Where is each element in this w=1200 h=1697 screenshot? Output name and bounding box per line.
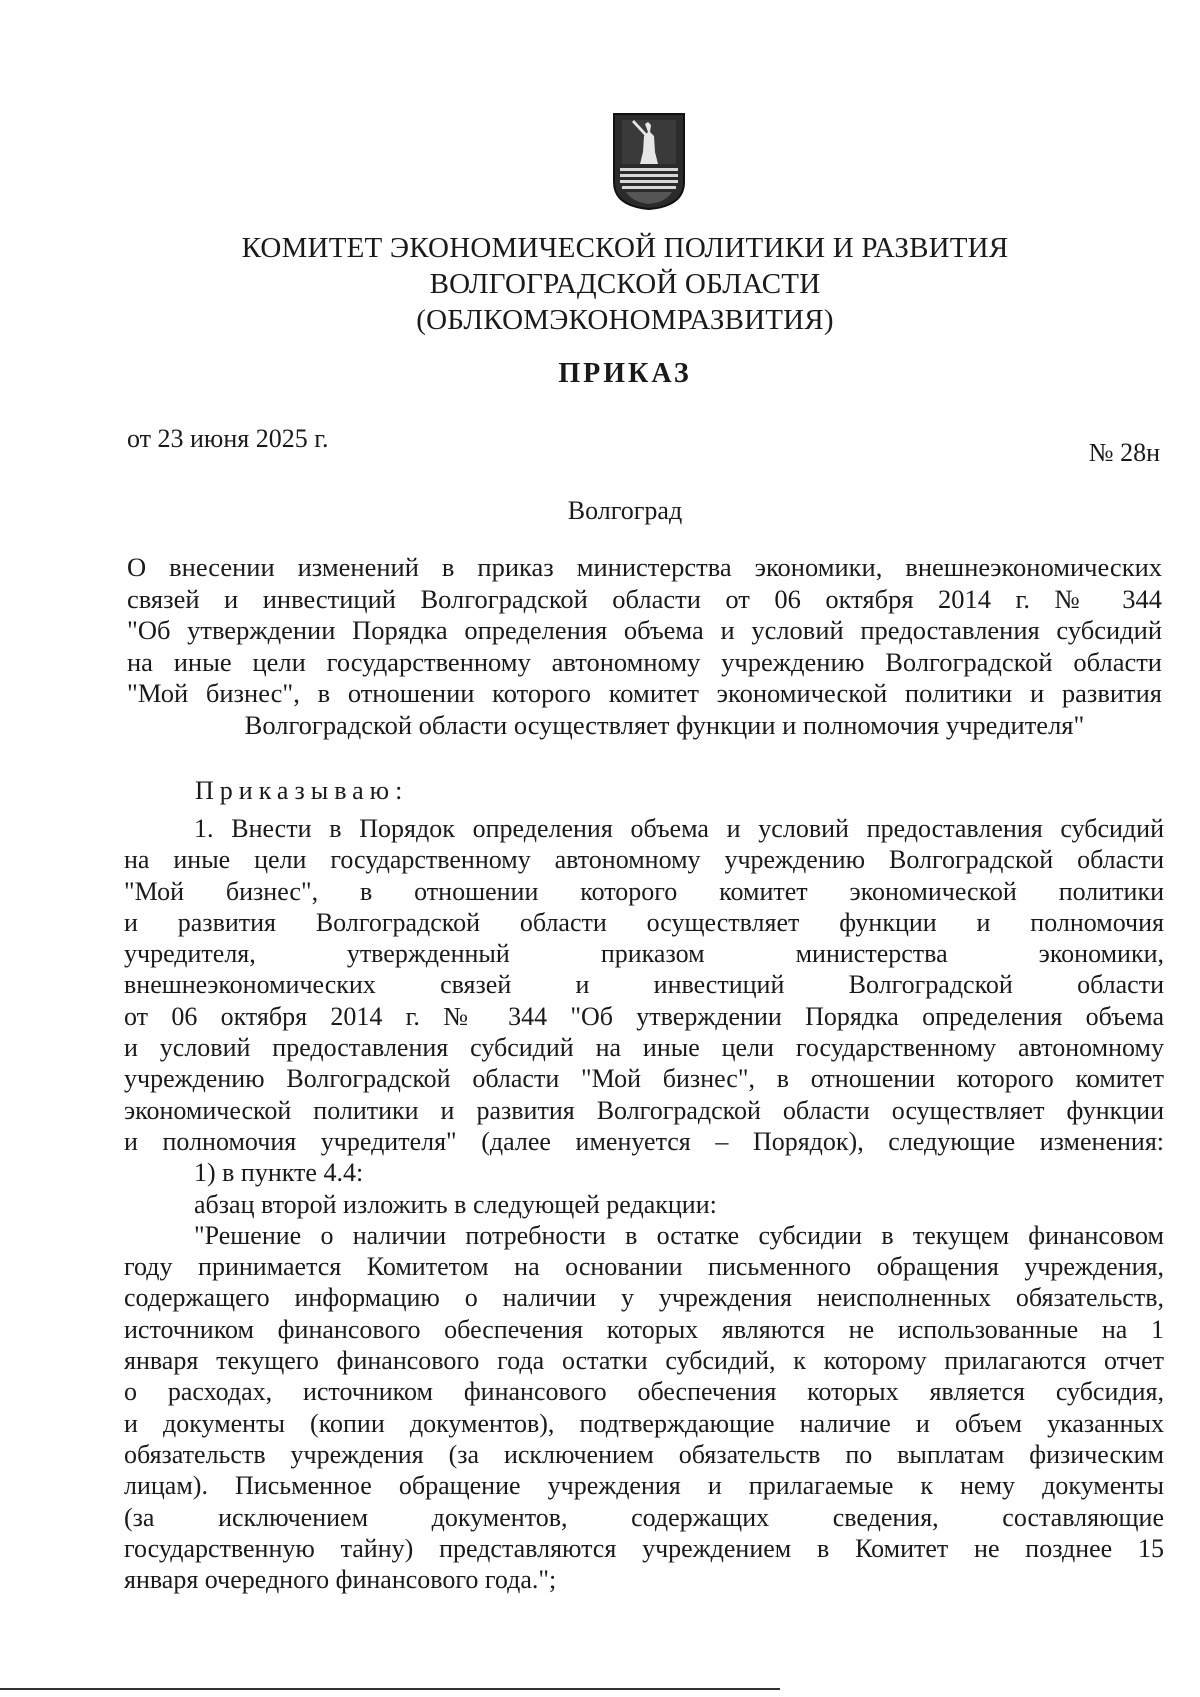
body-line: 1. Внести в Порядок определения объема и условий предоставления субсидий — [194, 814, 1164, 843]
document-title — [127, 552, 1162, 741]
body-line: экономической политики и развития Волгоградской области осуществляет функции — [124, 1095, 1164, 1125]
body-line: году принимается Комитетом на основании письменного обращения учреждения, — [124, 1252, 1164, 1282]
document-city: Волгоград — [567, 496, 683, 525]
body-line: января текущего финансового года остатки субсидий, к которому прилагаются отчет — [124, 1346, 1164, 1376]
title-line: Волгоградской области осуществляет функции и полномочия учредителя" — [244, 709, 1085, 740]
body-line: "Решение о наличии потребности в остатке субсидии в текущем финансовом — [194, 1220, 1164, 1250]
body-line: содержащего информацию о наличии у учреждения неисполненных обязательств, — [124, 1283, 1164, 1313]
document-body — [124, 813, 1164, 1595]
body-line: и документы (копии документов), подтверждающие наличие и объем указанных — [124, 1408, 1164, 1438]
body-line: абзац второй изложить в следующей редакции: — [194, 1189, 717, 1219]
org-line-2: ВОЛГОГРАДСКОЙ ОБЛАСТИ — [429, 268, 821, 300]
title-line: на иные цели государственному автономному учреждению Волгоградской области — [127, 646, 1162, 677]
body-line: внешнеэкономических связей и инвестиций Волгоградской области — [124, 970, 1164, 1000]
org-line-1: КОМИТЕТ ЭКОНОМИЧЕСКОЙ ПОЛИТИКИ И РАЗВИТИЯ — [241, 232, 1009, 264]
body-line: "Мой бизнес", в отношении которого комитет экономической политики — [124, 876, 1164, 906]
body-line: обязательств учреждения (за исключением обязательств по выплатам физическим — [124, 1439, 1164, 1469]
body-line: на иные цели государственному автономному учреждению Волгоградской области — [124, 845, 1164, 875]
title-line: связей и инвестиций Волгоградской области от 06 октября 2014 г. № 344 — [127, 583, 1162, 614]
body-line: и полномочия учредителя" (далее именуется – Порядок), следующие изменения: — [124, 1126, 1164, 1156]
organization-name — [200, 230, 1050, 338]
body-line: от 06 октября 2014 г. № 344 "Об утверждении Порядка определения объема — [124, 1001, 1164, 1031]
bottom-divider — [0, 1688, 780, 1690]
body-line: и развития Волгоградской области осуществляет функции и полномочия — [124, 907, 1164, 937]
body-line: о расходах, источником финансового обеспечения которых является субсидия, — [124, 1377, 1164, 1407]
order-word: Приказываю: — [195, 776, 409, 805]
body-line: учреждению Волгоградской области "Мой бизнес", в отношении которого комитет — [124, 1064, 1164, 1094]
body-line: и условий предоставления субсидий на иные цели государственному автономному — [124, 1033, 1164, 1063]
title-line: "Об утверждении Порядка определения объема и условий предоставления субсидий — [127, 615, 1162, 645]
document-type: ПРИКАЗ — [558, 358, 692, 389]
title-line: "Мой бизнес", в отношении которого комитет экономической политики и развития — [127, 678, 1162, 708]
body-line: учредителя, утвержденный приказом министерства экономики, — [124, 939, 1164, 969]
document-date: от 23 июня 2025 г. — [127, 424, 329, 453]
document-number: № 28н — [1088, 438, 1160, 467]
title-line: О внесении изменений в приказ министерства экономики, внешнеэкономических — [127, 552, 1162, 582]
body-line: государственную тайну) представляются учреждением в Комитет не позднее 15 — [124, 1533, 1164, 1563]
volgograd-emblem-icon — [612, 112, 686, 210]
body-line: (за исключением документов, содержащих сведения, составляющие — [124, 1502, 1164, 1532]
body-line: 1) в пункте 4.4: — [194, 1158, 364, 1188]
body-line: лицам). Письменное обращение учреждения и прилагаемые к нему документы — [124, 1471, 1164, 1501]
body-line: источником финансового обеспечения которых являются не использованные на 1 — [124, 1314, 1164, 1344]
body-line: января очередного финансового года."; — [124, 1565, 557, 1595]
org-line-3: (ОБЛКОМЭКОНОМРАЗВИТИЯ) — [416, 304, 834, 336]
